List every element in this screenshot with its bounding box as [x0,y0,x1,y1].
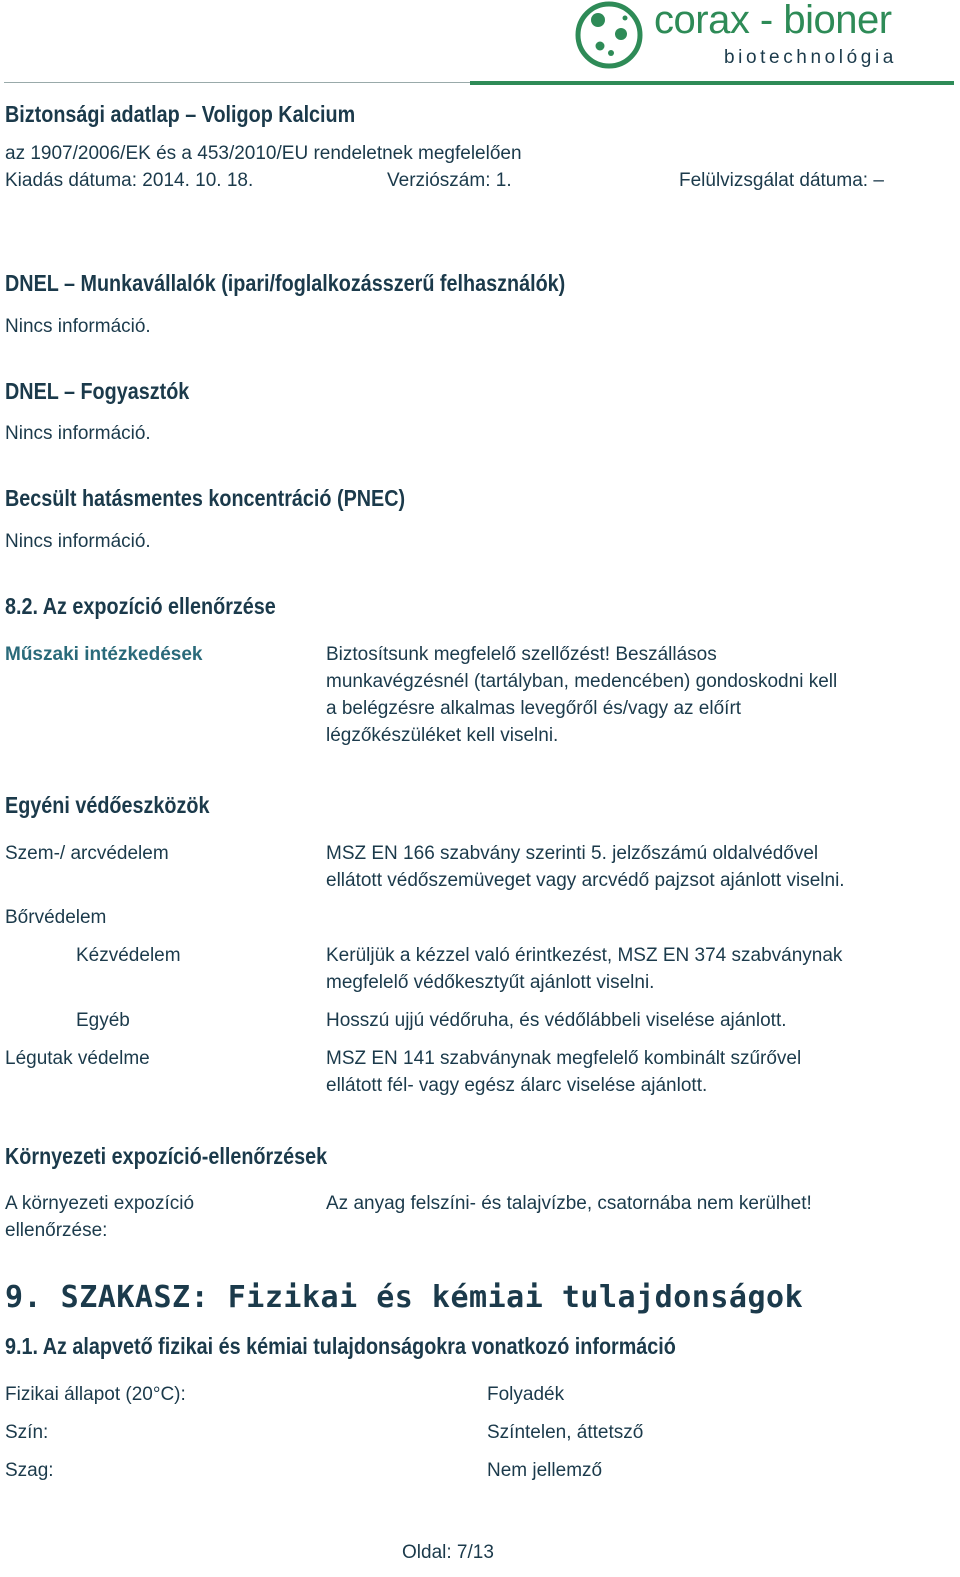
logo-circle-icon [574,0,644,70]
env-label-line: A környezeti expozíció [5,1193,195,1214]
section9-heading: 9. SZAKASZ: Fizikai és kémiai tulajdonságok [5,1280,804,1315]
hand-protection-label: Kézvédelem [76,945,181,966]
tech-measures-line: Biztosítsunk megfelelő szellőzést! Beszállásos [326,644,717,665]
logo-brand-text: corax - bioner [654,0,892,42]
respiratory-protection-line: MSZ EN 141 szabványnak megfelelő kombinált szűrővel [326,1048,802,1069]
env-label-line: ellenőrzése: [5,1220,108,1241]
other-protection-label: Egyéb [76,1010,130,1031]
hand-protection-line: megfelelő védőkesztyűt ajánlott viselni. [326,972,655,993]
dnel-consumers-text: Nincs információ. [5,423,151,444]
eye-protection-line: MSZ EN 166 szabvány szerinti 5. jelzőszámú oldalvédővel [326,843,819,864]
other-protection-text: Hosszú ujjú védőruha, és védőlábbeli viselése ajánlott. [326,1010,787,1031]
env-heading: Környezeti expozíció-ellenőrzések [5,1143,328,1169]
regulation-line: az 1907/2006/EK és a 453/2010/EU rendeletnek megfelelően [5,143,522,164]
dnel-workers-heading: DNEL – Munkavállalók (ipari/foglalkozásszerű felhasználók) [5,270,566,296]
page-number: Oldal: 7/13 [402,1542,494,1563]
hand-protection-line: Kerüljük a kézzel való érintkezést, MSZ EN 374 szabványnak [326,945,843,966]
tech-measures-line: légzőkészüléket kell viselni. [326,725,559,746]
pnec-heading: Becsült hatásmentes koncentráció (PNEC) [5,485,406,511]
company-logo [574,0,904,72]
review-date: Felülvizsgálat dátuma: – [679,170,884,191]
tech-measures-label: Műszaki intézkedések [5,644,203,665]
issue-date: Kiadás dátuma: 2014. 10. 18. [5,170,254,191]
eye-protection-line: ellátott védőszemüveget vagy arcvédő pajzsot ajánlott viselni. [326,870,845,891]
document-title: Biztonsági adatlap – Voligop Kalcium [5,101,356,127]
exposure-heading: 8.2. Az expozíció ellenőrzése [5,593,276,619]
skin-protection-label: Bőrvédelem [5,907,107,928]
respiratory-protection-line: ellátott fél- vagy egész álarc viselése ajánlott. [326,1075,708,1096]
tech-measures-line: a belégzésre alkalmas levegőről és/vagy az előírt [326,698,742,719]
property-value: Folyadék [487,1384,565,1405]
ppe-heading: Egyéni védőeszközök [5,792,210,818]
tech-measures-line: munkavégzésnél (tartályban, medencében) gondoskodni kell [326,671,838,692]
respiratory-protection-label: Légutak védelme [5,1048,150,1069]
property-value: Nem jellemző [487,1460,603,1481]
logo-subtitle: biotechnológia [724,47,897,68]
header-accent-bar [470,81,954,85]
property-label: Szag: [5,1460,54,1481]
property-label: Szín: [5,1422,49,1443]
property-value: Színtelen, áttetsző [487,1422,644,1443]
dnel-consumers-heading: DNEL – Fogyasztók [5,378,190,404]
pnec-text: Nincs információ. [5,531,151,552]
property-label: Fizikai állapot (20°C): [5,1384,186,1405]
section9-subheading: 9.1. Az alapvető fizikai és kémiai tulajdonságokra vonatkozó információ [5,1333,676,1359]
dnel-workers-text: Nincs információ. [5,316,151,337]
header-divider [4,82,470,83]
env-text: Az anyag felszíni- és talajvízbe, csatornába nem kerülhet! [326,1193,812,1214]
eye-protection-label: Szem-/ arcvédelem [5,843,169,864]
version-number: Verziószám: 1. [387,170,512,191]
